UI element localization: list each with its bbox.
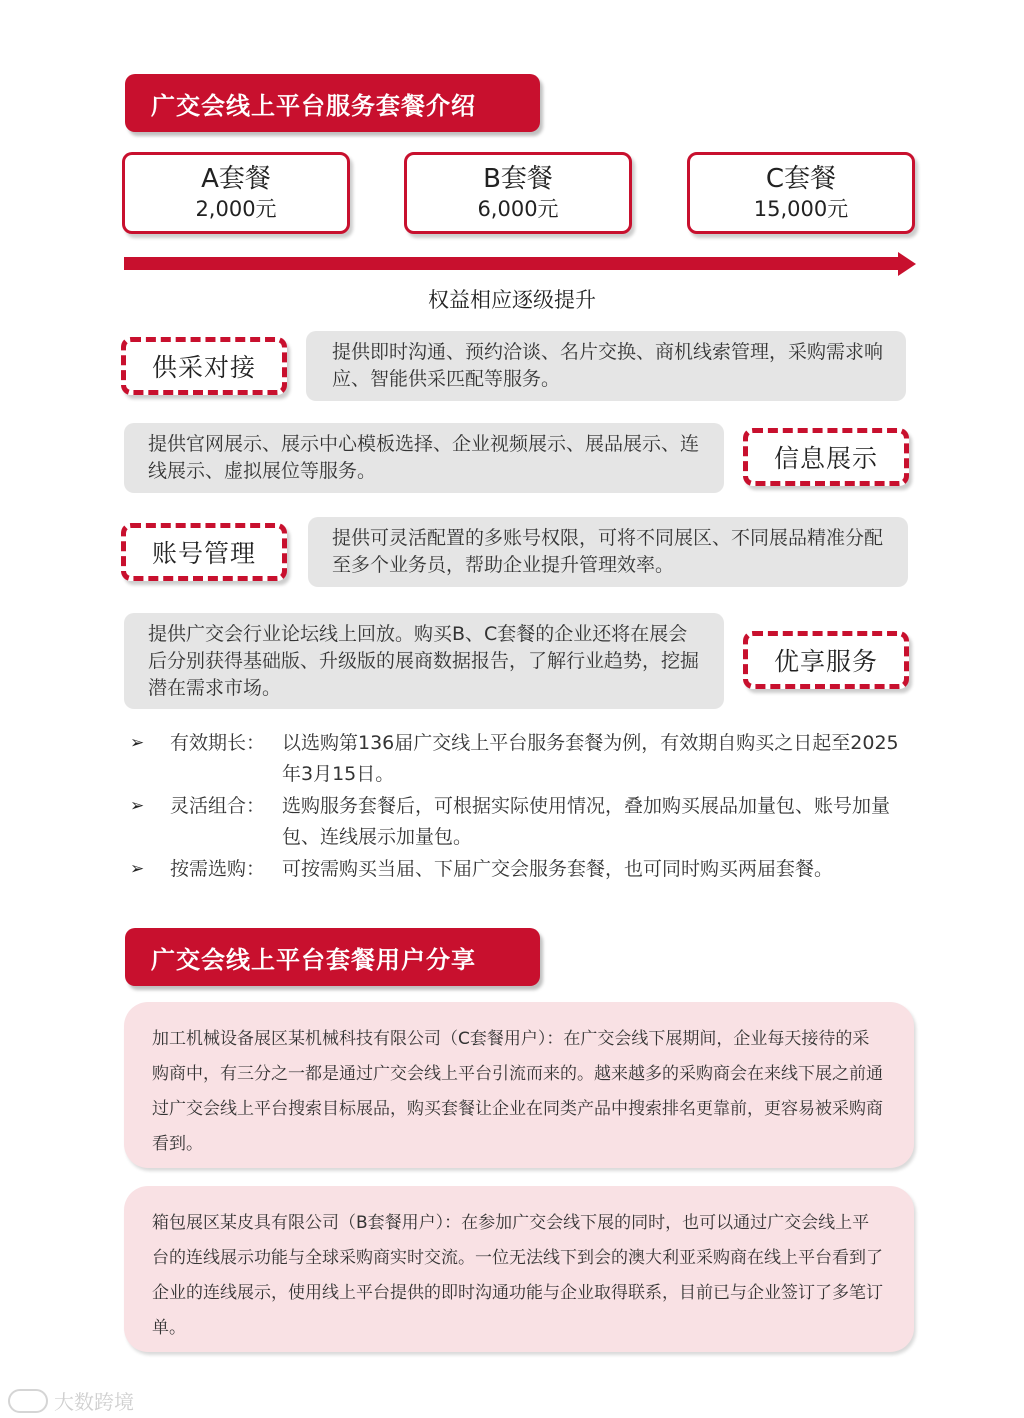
arrow-label: 权益相应逐级提升 — [428, 288, 596, 312]
list-item — [130, 854, 910, 885]
service-tag-account: 账号管理 — [121, 523, 287, 581]
package-name: C套餐 — [765, 164, 837, 194]
service-desc-box — [124, 423, 724, 493]
service-tag-display: 信息展示 — [743, 428, 909, 486]
service-tag-supply: 供采对接 — [121, 337, 287, 395]
service-desc-box — [308, 517, 908, 587]
package-a-card — [122, 152, 350, 234]
list-item — [130, 791, 910, 853]
arrow-right-icon — [898, 252, 916, 276]
package-name: B套餐 — [483, 164, 553, 194]
arrow-bullet-icon: ➢ — [130, 733, 145, 753]
user-share-text: 加工机械设备展区某机械科技有限公司（C套餐用户）：在广交会线下展期间，企业每天接待的采购商中，有三分之一都是通过广交会线上平台引流而来的。越来越多的采购商会在来线下展之前通过广交会线上平台搜索目标展品，购买套餐让企业在同类产品中搜索排名更靠前，更容易被采购商看到。 — [152, 1029, 883, 1154]
service-desc: 提供可灵活配置的多账号权限，可将不同展区、不同展品精准分配至多个业务员，帮助企业提升管理效率。 — [332, 527, 884, 576]
package-price: 2,000元 — [195, 197, 277, 221]
service-desc: 提供即时沟通、预约洽谈、名片交换、商机线索管理，采购需求响应、智能供采匹配等服务。 — [332, 341, 884, 390]
arrow-bullet-icon: ➢ — [130, 796, 145, 816]
service-desc-box — [306, 331, 906, 401]
bullet-text: 以选购第136届广交线上平台服务套餐为例，有效期自购买之日起至2025年3月15日。 — [282, 732, 899, 785]
arrow-bullet-icon: ➢ — [130, 859, 145, 879]
service-desc: 提供官网展示、展示中心模板选择、企业视频展示、展品展示、连线展示、虚拟展位等服务。 — [148, 433, 700, 482]
package-price: 15,000元 — [753, 197, 849, 221]
progress-arrow-bar — [124, 257, 900, 270]
package-b-card — [404, 152, 632, 234]
feature-bullets — [130, 728, 910, 886]
bullet-label: 有效期长： — [170, 732, 266, 754]
service-desc: 提供广交会行业论坛线上回放。购买B、C套餐的企业还将在展会后分别获得基础版、升级版的展商数据报告，了解行业趋势，挖掘潜在需求市场。 — [148, 623, 700, 699]
package-name: A套餐 — [201, 164, 271, 194]
user-share-box — [124, 1186, 914, 1352]
bullet-text: 选购服务套餐后，可根据实际使用情况，叠加购买展品加量包、账号加量包、连线展示加量包。 — [282, 795, 891, 848]
list-item — [130, 728, 910, 790]
bullet-label: 按需选购： — [170, 858, 266, 880]
bullet-label: 灵活组合： — [170, 795, 266, 817]
user-share-text: 箱包展区某皮具有限公司（B套餐用户）：在参加广交会线下展的同时，也可以通过广交会线上平台的连线展示功能与全球采购商实时交流。一位无法线下到会的澳大利亚采购商在线上平台看到了企业的连线展示，使用线上平台提供的即时沟通功能与企业取得联系，目前已与企业签订了多笔订单。 — [152, 1213, 883, 1338]
package-c-card — [687, 152, 915, 234]
service-desc-box — [124, 613, 724, 709]
service-tag-premium: 优享服务 — [743, 631, 909, 689]
package-price: 6,000元 — [477, 197, 559, 221]
user-share-box — [124, 1002, 914, 1168]
bullet-text: 可按需购买当届、下届广交会服务套餐，也可同时购买两届套餐。 — [282, 858, 834, 880]
section-title-shares: 广交会线上平台套餐用户分享 — [125, 928, 540, 986]
watermark-logo-icon — [8, 1389, 48, 1413]
section-title-packages: 广交会线上平台服务套餐介绍 — [125, 74, 540, 132]
watermark — [8, 1386, 134, 1415]
watermark-text: 大数跨境 — [54, 1390, 134, 1414]
